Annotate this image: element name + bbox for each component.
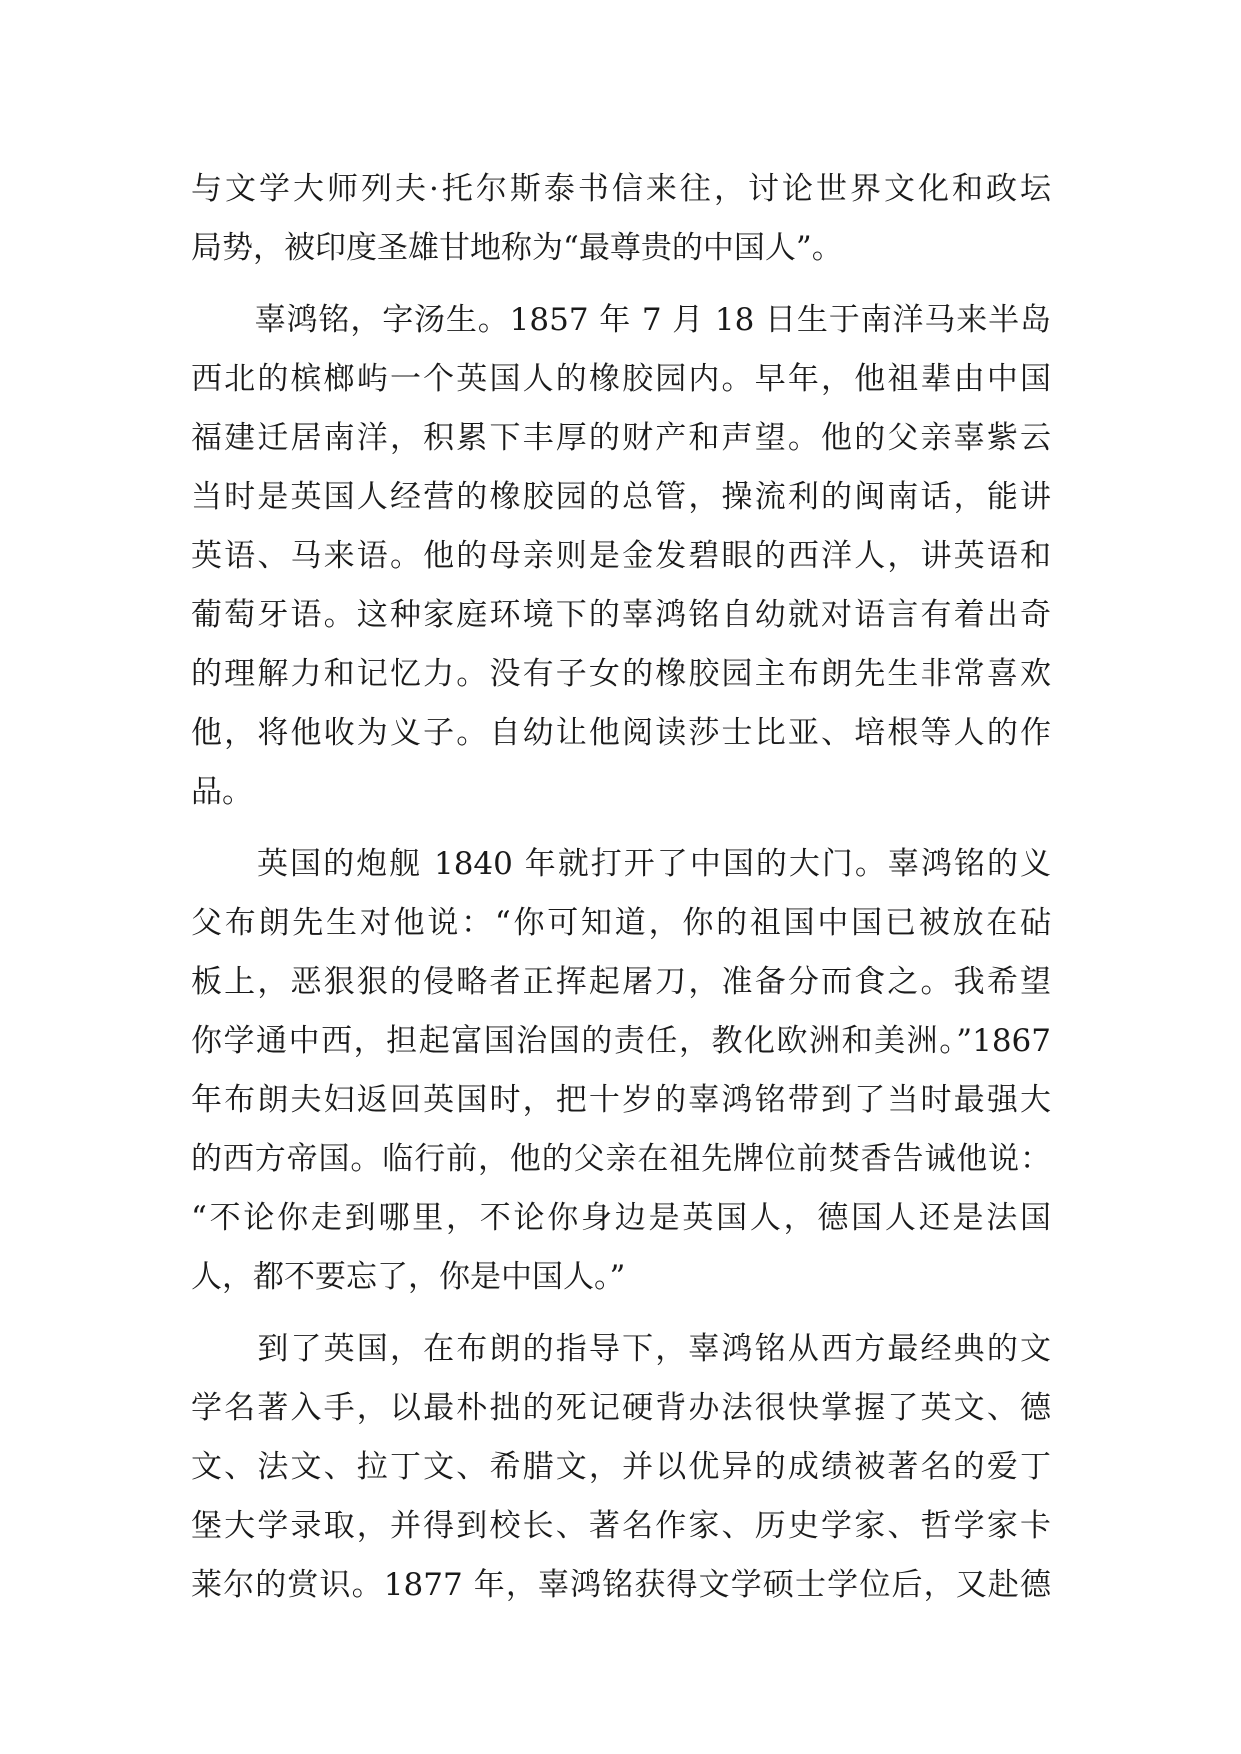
text-line: 英国的炮舰 1840 年就打开了中国的大门。辜鸿铭的义 xyxy=(191,846,1051,882)
body-text xyxy=(191,160,1051,1615)
text-line: 文、法文、拉丁文、希腊文，并以优异的成绩被著名的爱丁 xyxy=(191,1449,1051,1485)
text-line: 的西方帝国。临行前，他的父亲在祖先牌位前焚香告诫他说： xyxy=(191,1141,1051,1177)
paragraph xyxy=(191,1320,1051,1615)
paragraph xyxy=(191,835,1051,1307)
paragraph xyxy=(191,160,1051,278)
text-line: 板上，恶狠狠的侵略者正挥起屠刀，准备分而食之。我希望 xyxy=(191,964,1051,1000)
paragraph xyxy=(191,291,1051,822)
text-line: 当时是英国人经营的橡胶园的总管，操流利的闽南话，能讲 xyxy=(191,479,1051,515)
text-line: 年布朗夫妇返回英国时，把十岁的辜鸿铭带到了当时最强大 xyxy=(191,1082,1051,1118)
text-line: 人，都不要忘了，你是中国人。” xyxy=(191,1259,626,1295)
text-line: 到了英国，在布朗的指导下，辜鸿铭从西方最经典的文 xyxy=(191,1331,1051,1367)
text-line: 辜鸿铭，字汤生。1857 年 7 月 18 日生于南洋马来半岛 xyxy=(191,302,1051,338)
text-line: 福建迁居南洋，积累下丰厚的财产和声望。他的父亲辜紫云 xyxy=(191,420,1051,456)
text-line: 堡大学录取，并得到校长、著名作家、历史学家、哲学家卡 xyxy=(191,1508,1051,1544)
text-line: 葡萄牙语。这种家庭环境下的辜鸿铭自幼就对语言有着出奇 xyxy=(191,597,1051,633)
text-line: 学名著入手，以最朴拙的死记硬背办法很快掌握了英文、德 xyxy=(191,1390,1051,1426)
text-line: 莱尔的赏识。1877 年，辜鸿铭获得文学硕士学位后，又赴德 xyxy=(191,1567,1051,1603)
text-line: 英语、马来语。他的母亲则是金发碧眼的西洋人，讲英语和 xyxy=(191,538,1051,574)
text-line: 他，将他收为义子。自幼让他阅读莎士比亚、培根等人的作 xyxy=(191,715,1051,751)
text-line: “不论你走到哪里，不论你身边是英国人，德国人还是法国 xyxy=(191,1200,1051,1236)
text-line: 局势，被印度圣雄甘地称为“最尊贵的中国人”。 xyxy=(191,230,843,266)
text-line: 西北的槟榔屿一个英国人的橡胶园内。早年，他祖辈由中国 xyxy=(191,361,1051,397)
text-line: 你学通中西，担起富国治国的责任，教化欧洲和美洲。”1867 xyxy=(191,1023,1051,1059)
text-line: 与文学大师列夫·托尔斯泰书信来往，讨论世界文化和政坛 xyxy=(191,171,1051,207)
text-line: 父布朗先生对他说：“你可知道，你的祖国中国已被放在砧 xyxy=(191,905,1051,941)
text-line: 品。 xyxy=(191,774,253,810)
text-line: 的理解力和记忆力。没有子女的橡胶园主布朗先生非常喜欢 xyxy=(191,656,1051,692)
